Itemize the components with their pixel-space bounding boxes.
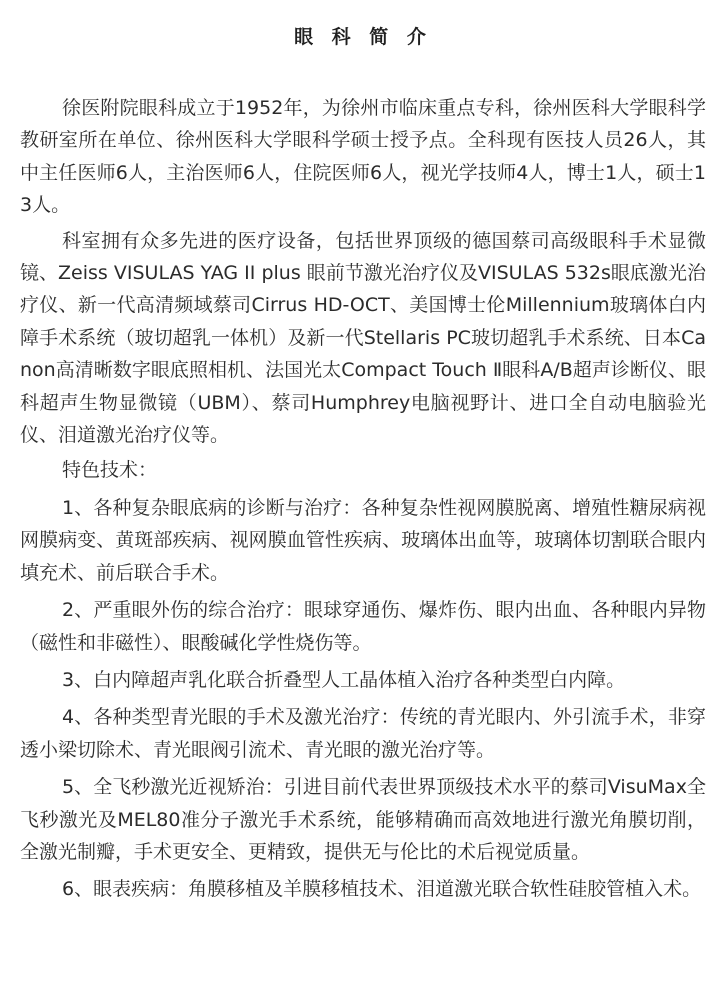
feature-item-trauma: 2、严重眼外伤的综合治疗：眼球穿通伤、爆炸伤、眼内出血、各种眼内异物（磁性和非磁性）、眼酸碱化学性烧伤等。 (20, 599, 706, 654)
equipment-paragraph: 科室拥有众多先进的医疗设备，包括世界顶级的德国蔡司高级眼科手术显微镜、Zeiss VISULAS YAG II plus 眼前节激光治疗仪及VISULAS 532s眼底激光治疗仪、新一代高清频域蔡司Cirrus HD-OCT、美国博士伦Millennium玻璃体白内障手术系统（玻切超乳一体机）及新一代Stellaris PC玻切超乳手术系统、日本Canon高清晰数字眼底照相机、法国光太Compact Touch Ⅱ眼科A/B超声诊断仪、眼科超声生物显微镜（UBM）、蔡司Humphrey电脑视野计、进口全自动电脑验光仪、泪道激光治疗仪等。 (20, 229, 706, 447)
feature-item-fundus: 1、各种复杂眼底病的诊断与治疗：各种复杂性视网膜脱离、增殖性糖尿病视网膜病变、黄斑部疾病、视网膜血管性疾病、玻璃体出血等，玻璃体切割联合眼内填充术、前后联合手术。 (20, 496, 706, 584)
intro-paragraph: 徐医附院眼科成立于1952年，为徐州市临床重点专科，徐州医科大学眼科学教研室所在单位、徐州医科大学眼科学硕士授予点。全科现有医技人员26人，其中主任医师6人，主治医师6人，住院医师6人，视光学技师4人，博士1人，硕士13人。 (20, 97, 706, 217)
feature-item-ocular-surface: 6、眼表疾病：角膜移植及羊膜移植技术、泪道激光联合软性硅胶管植入术。 (62, 878, 702, 901)
feature-item-glaucoma: 4、各种类型青光眼的手术及激光治疗：传统的青光眼内、外引流手术，非穿透小梁切除术、青光眼阀引流术、青光眼的激光治疗等。 (20, 706, 706, 761)
feature-item-cataract: 3、白内障超声乳化联合折叠型人工晶体植入治疗各种类型白内障。 (62, 668, 626, 691)
feature-item-laser-myopia: 5、全飞秒激光近视矫治：引进目前代表世界顶级技术水平的蔡司VisuMax全飞秒激光及MEL80准分子激光手术系统，能够精确而高效地进行激光角膜切削，全激光制瓣，手术更安全、更精致，提供无与伦比的术后视觉质量。 (20, 776, 706, 863)
features-heading: 特色技术： (62, 459, 158, 482)
page-title: 眼 科 简 介 (294, 26, 432, 48)
